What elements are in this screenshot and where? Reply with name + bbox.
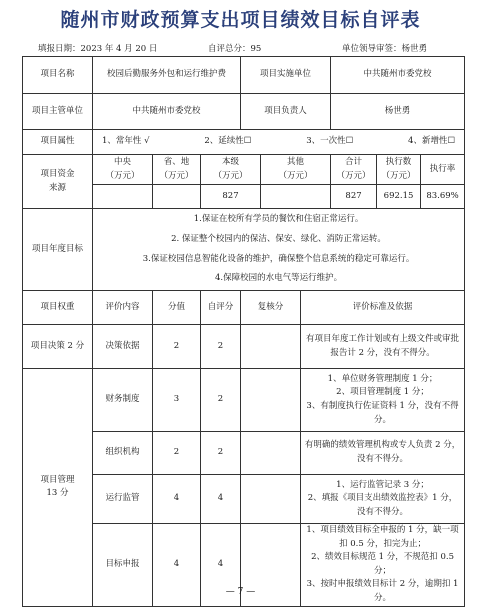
eval-score: 3 <box>153 369 201 432</box>
eval-content: 组织机构 <box>93 432 153 475</box>
eval-self-score: 2 <box>201 432 241 475</box>
project-attr-label: 项目属性 <box>23 130 93 155</box>
eval-content: 运行监管 <box>93 475 153 524</box>
fund-source-label: 项目资金 来源 <box>23 155 93 209</box>
page-title: 随州市财政预算支出项目绩效目标自评表 <box>60 9 421 31</box>
fund-header-province: 省、地 （万元） <box>153 155 201 185</box>
eval-weight-management: 项目管理 13 分 <box>23 369 93 607</box>
eval-score: 4 <box>153 524 201 607</box>
eval-content: 决策依据 <box>93 325 153 369</box>
eval-header-score: 分值 <box>153 291 201 325</box>
evaluation-table <box>22 56 465 607</box>
fund-header-rate: 执行率 <box>421 155 465 185</box>
criteria-line: 3、有制度执行佐证资料 1 分，没有不得分。 <box>306 401 459 425</box>
criteria-line: 1、单位财务管理制度 1 分； <box>327 373 438 384</box>
annual-goals-label: 项目年度目标 <box>23 209 93 291</box>
eval-header-content: 评价内容 <box>93 291 153 325</box>
fund-value-central <box>93 185 153 209</box>
project-dept-value: 中共随州市委党校 <box>93 94 241 130</box>
fund-header-other: 其他 （万元） <box>261 155 331 185</box>
attr-option: 1、常年性 √ <box>102 136 150 147</box>
criteria-line: 有明确的绩效管理机构或专人负责 2 分，没有不得分。 <box>304 440 461 464</box>
criteria-line: 2、绩效目标规范 1 分，不规范扣 0.5 分； <box>311 552 455 576</box>
eval-review-score <box>241 432 301 475</box>
eval-header-self: 自评分 <box>201 291 241 325</box>
eval-criteria <box>301 475 465 524</box>
criteria-line: 3、按时申报绩效目标计 2 分，逾期扣 1 分。 <box>306 579 459 603</box>
fund-header-executed: 执行数 （万元） <box>377 155 421 185</box>
fill-date: 填报日期：2023 年 4 月 20 日 <box>38 44 158 54</box>
eval-score: 2 <box>153 432 201 475</box>
eval-score: 4 <box>153 475 201 524</box>
eval-review-score <box>241 325 301 369</box>
eval-criteria <box>301 432 465 475</box>
eval-score: 2 <box>153 325 201 369</box>
project-name-value: 校园后勤服务外包和运行维护费 <box>93 57 241 94</box>
goal-item: 2. 保证整个校园内的保洁、保安、绿化、消防正常运转。 <box>171 233 386 244</box>
reviewer: 单位领导审签：杨世勇 <box>342 44 428 54</box>
annual-goals <box>93 209 465 291</box>
eval-content: 目标申报 <box>93 524 153 607</box>
self-score-total: 自评总分：95 <box>208 44 262 54</box>
attr-option: 3、一次性☐ <box>306 136 354 147</box>
fund-value-rate: 83.69% <box>421 185 465 209</box>
project-name-label: 项目名称 <box>23 57 93 94</box>
eval-review-score <box>241 475 301 524</box>
goal-item: 1.保证在校所有学员的餐饮和住宿正常运行。 <box>193 214 364 225</box>
project-unit-value: 中共随州市委党校 <box>331 57 465 94</box>
page-number: — 7 — <box>225 587 256 597</box>
criteria-line: 2、项目管理制度 1 分； <box>336 387 429 398</box>
project-dept-label: 项目主管单位 <box>23 94 93 130</box>
eval-self-score: 4 <box>201 475 241 524</box>
fund-header-central: 中央 （万元） <box>93 155 153 185</box>
fund-header-local: 本级 （万元） <box>201 155 261 185</box>
eval-header-weight: 项目权重 <box>23 291 93 325</box>
goal-item: 4.保障校园的水电气等运行维护。 <box>214 273 343 284</box>
project-owner-value: 杨世勇 <box>331 94 465 130</box>
eval-criteria <box>301 325 465 369</box>
eval-content: 财务制度 <box>93 369 153 432</box>
project-attr-options <box>93 130 465 155</box>
fund-value-executed: 692.15 <box>377 185 421 209</box>
fund-header-total: 合计 （万元） <box>331 155 377 185</box>
criteria-line: 2、填报《项目支出绩效监控表》1 分，没有不得分。 <box>307 493 458 517</box>
fund-value-total: 827 <box>331 185 377 209</box>
eval-self-score: 4 <box>201 524 241 607</box>
eval-criteria <box>301 369 465 432</box>
fund-value-province <box>153 185 201 209</box>
goal-item: 3.保证校园信息智能化设备的维护，确保整个信息系统的稳定可靠运行。 <box>142 253 415 264</box>
fund-value-other <box>261 185 331 209</box>
eval-self-score: 2 <box>201 369 241 432</box>
project-owner-label: 项目负责人 <box>241 94 331 130</box>
eval-self-score: 2 <box>201 325 241 369</box>
attr-option: 4、新增性☐ <box>408 136 456 147</box>
eval-header-review: 复核分 <box>241 291 301 325</box>
criteria-line: 1、运行监管记录 3 分； <box>336 479 429 490</box>
criteria-line: 1、项目绩效目标全申报的 1 分，缺一项扣 0.5 分，扣完为止； <box>306 525 459 549</box>
eval-review-score <box>241 369 301 432</box>
criteria-line: 有项目年度工作计划或有上级文件或审批报告计 2 分，没有不得分。 <box>306 333 460 358</box>
attr-option: 2、延续性☐ <box>204 136 252 147</box>
eval-weight-decision: 项目决策 2 分 <box>23 325 93 369</box>
eval-header-criteria: 评价标准及依据 <box>301 291 465 325</box>
fund-value-local: 827 <box>201 185 261 209</box>
project-unit-label: 项目实施单位 <box>241 57 331 94</box>
